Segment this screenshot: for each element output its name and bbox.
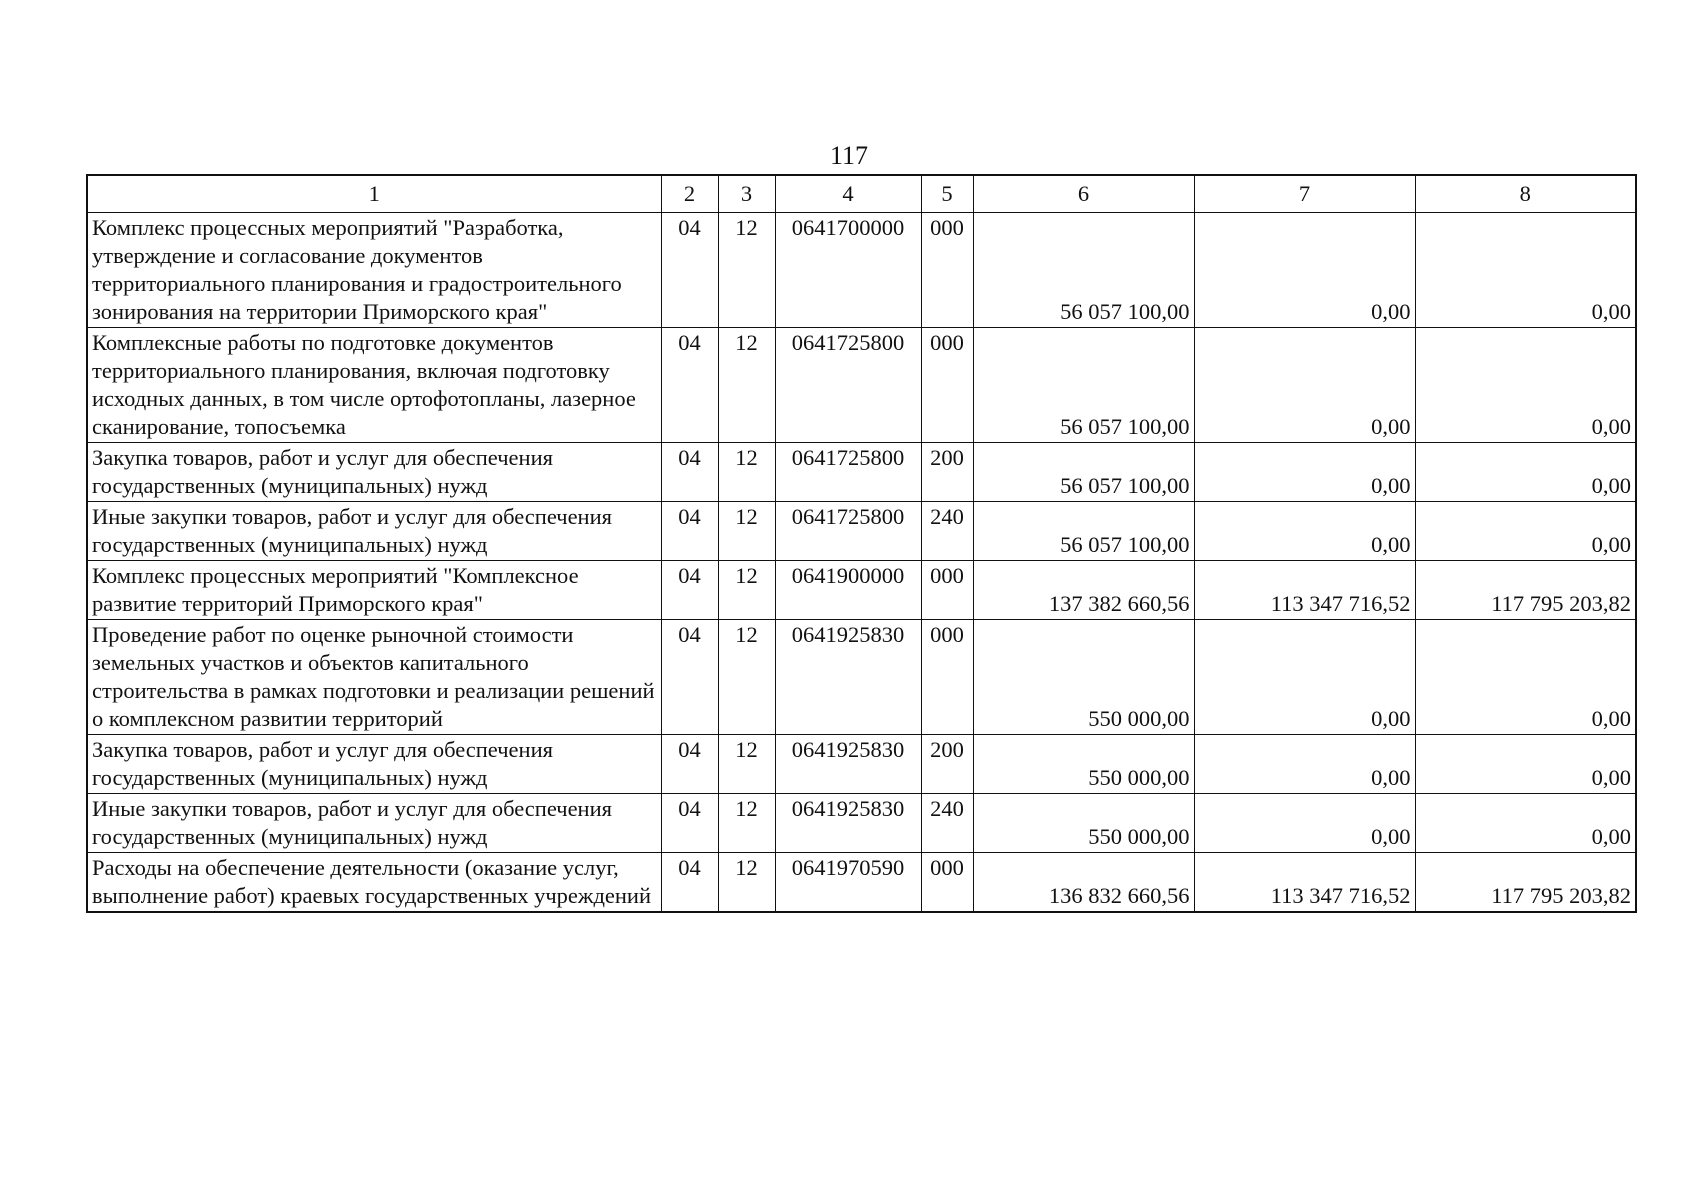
- table-row: [87, 502, 1636, 561]
- table-row: [87, 443, 1636, 502]
- header-col-4: 4: [775, 175, 921, 213]
- row-expense-type: 200: [921, 735, 973, 794]
- row-amount-8: 0,00: [1415, 620, 1636, 735]
- row-name: Иные закупки товаров, работ и услуг для обеспечения государственных (муниципальных) нужд: [87, 794, 661, 853]
- row-amount-8: 0,00: [1415, 502, 1636, 561]
- row-expense-type: 000: [921, 328, 973, 443]
- row-amount-8: 0,00: [1415, 443, 1636, 502]
- row-amount-8: 0,00: [1415, 735, 1636, 794]
- header-col-3: 3: [718, 175, 775, 213]
- row-amount-7: 113 347 716,52: [1194, 853, 1415, 913]
- budget-table: [86, 174, 1637, 913]
- row-amount-6: 56 057 100,00: [973, 213, 1194, 328]
- row-subsection: 12: [718, 620, 775, 735]
- row-subsection: 12: [718, 213, 775, 328]
- row-amount-7: 113 347 716,52: [1194, 561, 1415, 620]
- row-name: Расходы на обеспечение деятельности (оказание услуг, выполнение работ) краевых государственных учреждений: [87, 853, 661, 913]
- row-subsection: 12: [718, 853, 775, 913]
- row-section: 04: [661, 620, 718, 735]
- row-name: Проведение работ по оценке рыночной стоимости земельных участков и объектов капитального строительства в рамках подготовки и реализации решений о комплексном развитии территорий: [87, 620, 661, 735]
- row-target-code: 0641700000: [775, 213, 921, 328]
- table-row: [87, 735, 1636, 794]
- row-subsection: 12: [718, 735, 775, 794]
- header-col-8: 8: [1415, 175, 1636, 213]
- row-target-code: 0641900000: [775, 561, 921, 620]
- row-target-code: 0641925830: [775, 794, 921, 853]
- row-amount-7: 0,00: [1194, 620, 1415, 735]
- row-section: 04: [661, 561, 718, 620]
- header-col-6: 6: [973, 175, 1194, 213]
- row-amount-8: 117 795 203,82: [1415, 853, 1636, 913]
- table-row: [87, 213, 1636, 328]
- row-section: 04: [661, 213, 718, 328]
- row-subsection: 12: [718, 443, 775, 502]
- row-name: Комплексные работы по подготовке документов территориального планирования, включая подготовку исходных данных, в том числе ортофотопланы, лазерное сканирование, топосъемка: [87, 328, 661, 443]
- row-amount-7: 0,00: [1194, 502, 1415, 561]
- row-amount-7: 0,00: [1194, 443, 1415, 502]
- row-amount-7: 0,00: [1194, 328, 1415, 443]
- header-col-5: 5: [921, 175, 973, 213]
- row-target-code: 0641970590: [775, 853, 921, 913]
- row-target-code: 0641725800: [775, 328, 921, 443]
- row-amount-6: 56 057 100,00: [973, 502, 1194, 561]
- row-subsection: 12: [718, 794, 775, 853]
- row-subsection: 12: [718, 502, 775, 561]
- row-amount-7: 0,00: [1194, 213, 1415, 328]
- table-row: [87, 853, 1636, 913]
- row-section: 04: [661, 443, 718, 502]
- header-row: [87, 175, 1636, 213]
- row-amount-6: 56 057 100,00: [973, 328, 1194, 443]
- row-amount-7: 0,00: [1194, 735, 1415, 794]
- row-expense-type: 000: [921, 561, 973, 620]
- row-expense-type: 000: [921, 213, 973, 328]
- table-row: [87, 561, 1636, 620]
- table-row: [87, 620, 1636, 735]
- row-amount-7: 0,00: [1194, 794, 1415, 853]
- row-name: Закупка товаров, работ и услуг для обеспечения государственных (муниципальных) нужд: [87, 443, 661, 502]
- row-amount-8: 117 795 203,82: [1415, 561, 1636, 620]
- row-name: Комплекс процессных мероприятий "Комплексное развитие территорий Приморского края": [87, 561, 661, 620]
- row-amount-6: 550 000,00: [973, 620, 1194, 735]
- row-amount-6: 550 000,00: [973, 794, 1194, 853]
- table-row: [87, 794, 1636, 853]
- row-amount-6: 550 000,00: [973, 735, 1194, 794]
- row-expense-type: 000: [921, 620, 973, 735]
- page-number: 117: [829, 141, 869, 170]
- row-subsection: 12: [718, 328, 775, 443]
- row-amount-8: 0,00: [1415, 794, 1636, 853]
- table-row: [87, 328, 1636, 443]
- row-expense-type: 000: [921, 853, 973, 913]
- row-amount-6: 137 382 660,56: [973, 561, 1194, 620]
- row-amount-8: 0,00: [1415, 328, 1636, 443]
- row-expense-type: 200: [921, 443, 973, 502]
- row-amount-6: 136 832 660,56: [973, 853, 1194, 913]
- row-target-code: 0641925830: [775, 620, 921, 735]
- row-subsection: 12: [718, 561, 775, 620]
- row-target-code: 0641725800: [775, 443, 921, 502]
- row-section: 04: [661, 794, 718, 853]
- row-section: 04: [661, 853, 718, 913]
- row-section: 04: [661, 735, 718, 794]
- row-expense-type: 240: [921, 794, 973, 853]
- row-expense-type: 240: [921, 502, 973, 561]
- row-name: Закупка товаров, работ и услуг для обеспечения государственных (муниципальных) нужд: [87, 735, 661, 794]
- row-amount-6: 56 057 100,00: [973, 443, 1194, 502]
- row-name: Иные закупки товаров, работ и услуг для обеспечения государственных (муниципальных) нужд: [87, 502, 661, 561]
- row-amount-8: 0,00: [1415, 213, 1636, 328]
- row-section: 04: [661, 328, 718, 443]
- header-col-2: 2: [661, 175, 718, 213]
- header-col-7: 7: [1194, 175, 1415, 213]
- row-target-code: 0641725800: [775, 502, 921, 561]
- row-name: Комплекс процессных мероприятий "Разработка, утверждение и согласование документов территориального планирования и градостроительного зонирования на территории Приморского края": [87, 213, 661, 328]
- row-target-code: 0641925830: [775, 735, 921, 794]
- header-col-1: 1: [87, 175, 661, 213]
- row-section: 04: [661, 502, 718, 561]
